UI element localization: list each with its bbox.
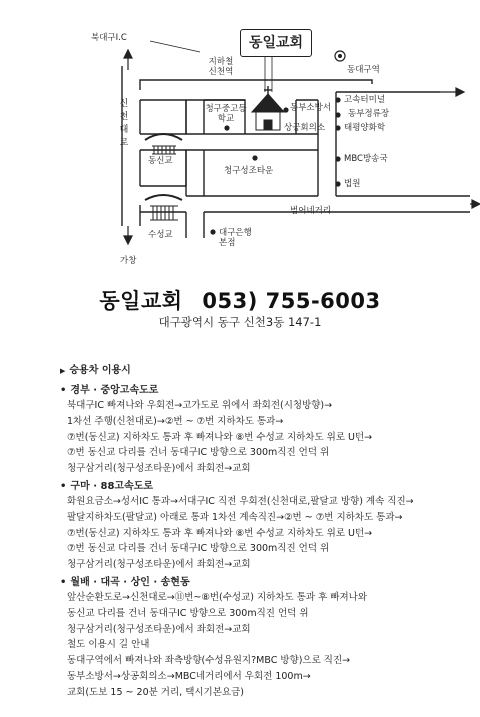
route-line: 청구삼거리(청구성조타운)에서 좌회전→교회 <box>67 623 251 635</box>
label-cheonggu-school: 청구중고등 학교 <box>205 104 247 124</box>
directions-section <box>60 363 475 703</box>
route-line: ⑦번 동신교 다리를 건너 동대구IC 방향으로 300m직진 언덕 위 <box>67 543 330 555</box>
label-sincheon-road: 신 천 대 로 <box>119 99 129 148</box>
arrow-down-icon <box>124 236 132 244</box>
label-dongbu-fire: 동부소방서 <box>290 103 332 113</box>
arrow-right-icon <box>456 88 464 96</box>
label-suseong-bridge: 수성교 <box>148 230 173 240</box>
label-beomeo: 범어네거리 <box>290 206 332 216</box>
route-line: 1차선 주행(신천대로)→②번 ~ ⑦번 지하차도 통과→ <box>67 415 284 427</box>
label-gachang: 가창 <box>120 256 137 266</box>
label-mbc: MBC방송국 <box>344 154 388 164</box>
church-name: 동일교회 <box>99 289 183 313</box>
triangle-bullet-icon: ▶ <box>60 367 66 375</box>
route-line: 동대구역에서 빠져나와 좌측방향(수성유원지?MBC 방향)으로 직진→ <box>67 655 351 667</box>
route-line: 화원요금소→성서IC 통과→서대구IC 직전 우회전(신천대로,팔달교 방향) 계속 직진→ <box>67 495 414 507</box>
arrow-up-icon <box>124 50 132 58</box>
route-line: 팔달지하차도(팔달교) 아래로 통과 1차선 계속직진→②번 ~ ⑦번 지하차도 통과→ <box>67 511 403 523</box>
label-subway-sincheon: 지하철 신천역 <box>208 57 234 77</box>
route-line: ⑦번(동신교) 지하차도 통과 후 빠져나와 ⑧번 수성교 지하차도 위로 U턴→ <box>67 431 373 443</box>
route-line: 동부소방서→상공회의소→MBC네거리에서 우회전 100m→ <box>67 670 311 682</box>
label-chamber: 상공회의소 <box>284 123 326 133</box>
route-block <box>60 479 475 573</box>
route-name: • 구마 · 88고속도로 <box>60 480 154 492</box>
bridge-marks <box>145 134 182 220</box>
route-line: 앞산순환도로→신천대로→⑪번~⑧번(수성교) 지하차도 통과 후 빠져나와 <box>67 591 367 603</box>
route-line: 철도 이용시 길 안내 <box>67 639 150 651</box>
route-line: 북대구IC 빠져나와 우회전→고가도로 위에서 좌회전(시청방향)→ <box>67 400 333 411</box>
route-line: 청구삼거리(청구성조타운)에서 좌회전→교회 <box>67 463 251 475</box>
label-taepyeong: 태평양화학 <box>344 123 386 133</box>
label-court: 법원 <box>344 179 361 189</box>
route-line: 동신교 다리를 건너 동대구IC 방향으로 300m직진 언덕 위 <box>67 607 309 619</box>
route-line: ⑦번(동신교) 지하차도 통과 후 빠져나와 ⑧번 수성교 지하차도 위로 U턴→ <box>67 527 373 539</box>
label-daegu-bank: 대구은행 본점 <box>219 228 252 248</box>
route-line: 청구삼거리(청구성조타운)에서 좌회전→교회 <box>67 559 251 571</box>
route-block <box>60 383 475 477</box>
route-name: • 월배 · 대곡 · 상인 · 송현동 <box>60 576 190 588</box>
label-dongbu-police: 동부정류장 <box>348 109 390 119</box>
route-line: ⑦번 동신교 다리를 건너 동대구IC 방향으로 300m직진 언덕 위 <box>67 447 330 459</box>
arrow-right-icon-2 <box>472 200 480 208</box>
label-express-terminal: 고속터미널 <box>344 95 386 105</box>
bullet-icon: • <box>60 385 67 396</box>
church-headline <box>0 285 480 315</box>
label-east-daegu-station: 동대구역 <box>347 65 380 75</box>
label-dongsin-bridge: 동신교 <box>148 156 173 166</box>
route-block <box>60 575 475 701</box>
label-northeast-ic: 북대구I.C <box>91 33 127 43</box>
church-title-box: 동일교회 <box>240 29 312 57</box>
bullet-icon: • <box>60 576 67 588</box>
bullet-icon: • <box>60 480 67 492</box>
route-list <box>60 383 475 701</box>
church-address: 대구광역시 동구 신천3동 147-1 <box>158 315 322 329</box>
directions-title: ▶ 승용차 이용시 <box>60 365 131 376</box>
route-name: • 경부 · 중앙고속도로 <box>60 385 159 396</box>
label-cheonggu-town: 청구성조타운 <box>224 166 274 176</box>
route-line: 교회(도보 15 ~ 20분 거리, 택시기본요금) <box>67 686 244 698</box>
church-phone: 053) 755-6003 <box>202 289 381 313</box>
